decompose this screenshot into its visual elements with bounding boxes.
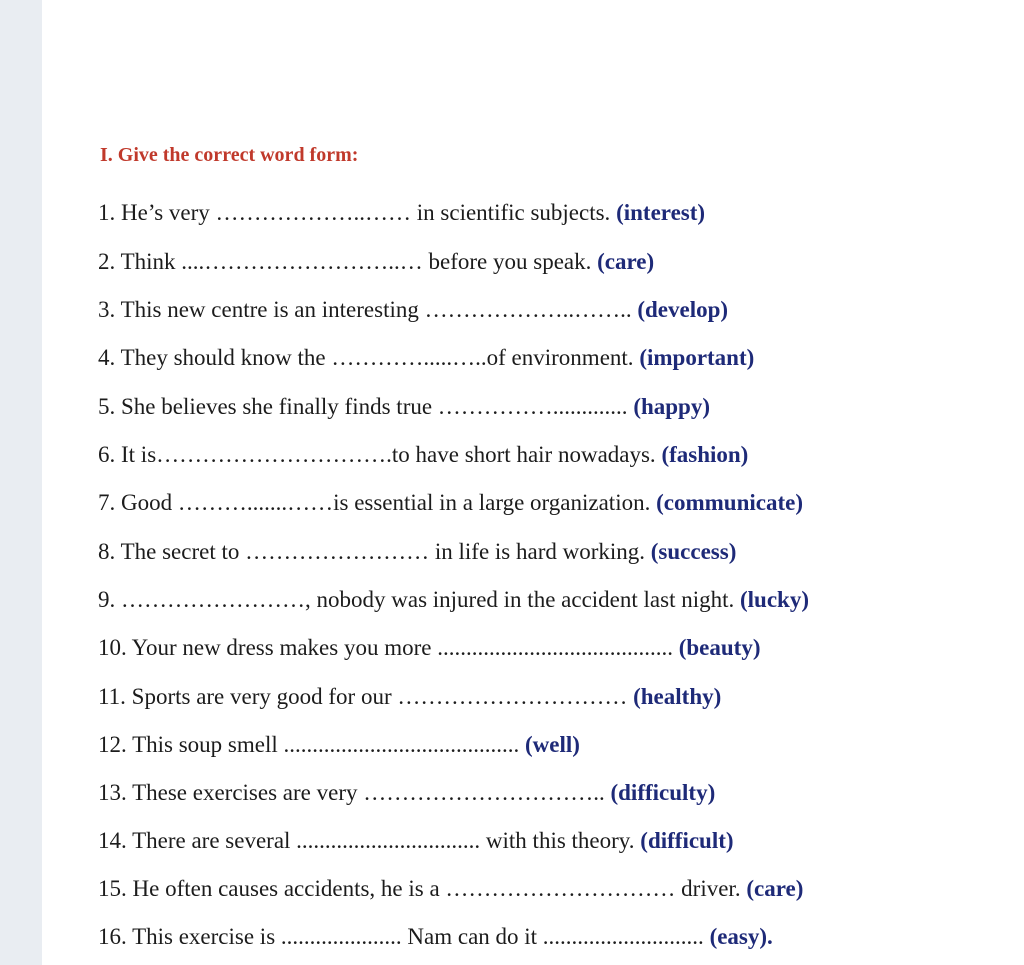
question-text: 5. She believes she finally finds true …………….............	[98, 394, 628, 419]
question-8	[98, 538, 736, 566]
question-12	[98, 731, 580, 759]
question-11	[98, 683, 721, 711]
question-1	[98, 199, 705, 227]
question-hint: (interest)	[616, 200, 706, 225]
question-hint: (fashion)	[661, 442, 749, 467]
question-hint: (healthy)	[633, 684, 722, 709]
section-heading: I. Give the correct word form:	[100, 144, 359, 166]
question-7	[98, 489, 803, 517]
question-13	[98, 779, 715, 807]
question-10	[98, 634, 761, 662]
question-text: 3. This new centre is an interesting ………………..……..	[98, 297, 632, 322]
question-hint: (easy).	[709, 924, 773, 949]
question-14	[98, 827, 734, 855]
question-2	[98, 248, 654, 276]
question-text: 7. Good ……….......……is essential in a large organization.	[98, 490, 651, 515]
question-text: 2. Think ....……………………..… before you speak.	[98, 249, 592, 274]
left-margin-strip	[0, 0, 42, 965]
question-hint: (important)	[639, 345, 755, 370]
question-text: 12. This soup smell .........................................	[98, 732, 520, 757]
question-text: 8. The secret to …………………… in life is hard working.	[98, 539, 646, 564]
question-hint: (communicate)	[656, 490, 803, 515]
question-3	[98, 296, 728, 324]
question-hint: (develop)	[637, 297, 729, 322]
question-text: 16. This exercise is ..................... Nam can do it ............................	[98, 924, 704, 949]
question-text: 11. Sports are very good for our …………………………	[98, 684, 628, 709]
question-hint: (happy)	[633, 394, 711, 419]
question-text: 9. ……………………, nobody was injured in the accident last night.	[98, 587, 735, 612]
question-text: 15. He often causes accidents, he is a ………………………… driver.	[98, 876, 741, 901]
question-hint: (difficult)	[640, 828, 734, 853]
question-text: 6. It is………………………….to have short hair nowadays.	[98, 442, 656, 467]
question-6	[98, 441, 748, 469]
question-hint: (care)	[597, 249, 655, 274]
question-hint: (lucky)	[740, 587, 809, 612]
question-text: 13. These exercises are very …………………………..	[98, 780, 605, 805]
question-4	[98, 344, 754, 372]
question-15	[98, 875, 803, 903]
question-text: 14. There are several ................................ with this theory.	[98, 828, 635, 853]
question-hint: (care)	[746, 876, 804, 901]
question-16	[98, 923, 773, 951]
document-page	[42, 0, 1024, 965]
question-text: 10. Your new dress makes you more .........................................	[98, 635, 673, 660]
question-hint: (success)	[650, 539, 737, 564]
question-hint: (difficulty)	[610, 780, 716, 805]
question-text: 1. He’s very ………………..…… in scientific subjects.	[98, 200, 611, 225]
question-9	[98, 586, 809, 614]
question-5	[98, 393, 710, 421]
question-text: 4. They should know the ………….....…..of environment.	[98, 345, 634, 370]
question-hint: (well)	[525, 732, 580, 757]
question-hint: (beauty)	[678, 635, 761, 660]
